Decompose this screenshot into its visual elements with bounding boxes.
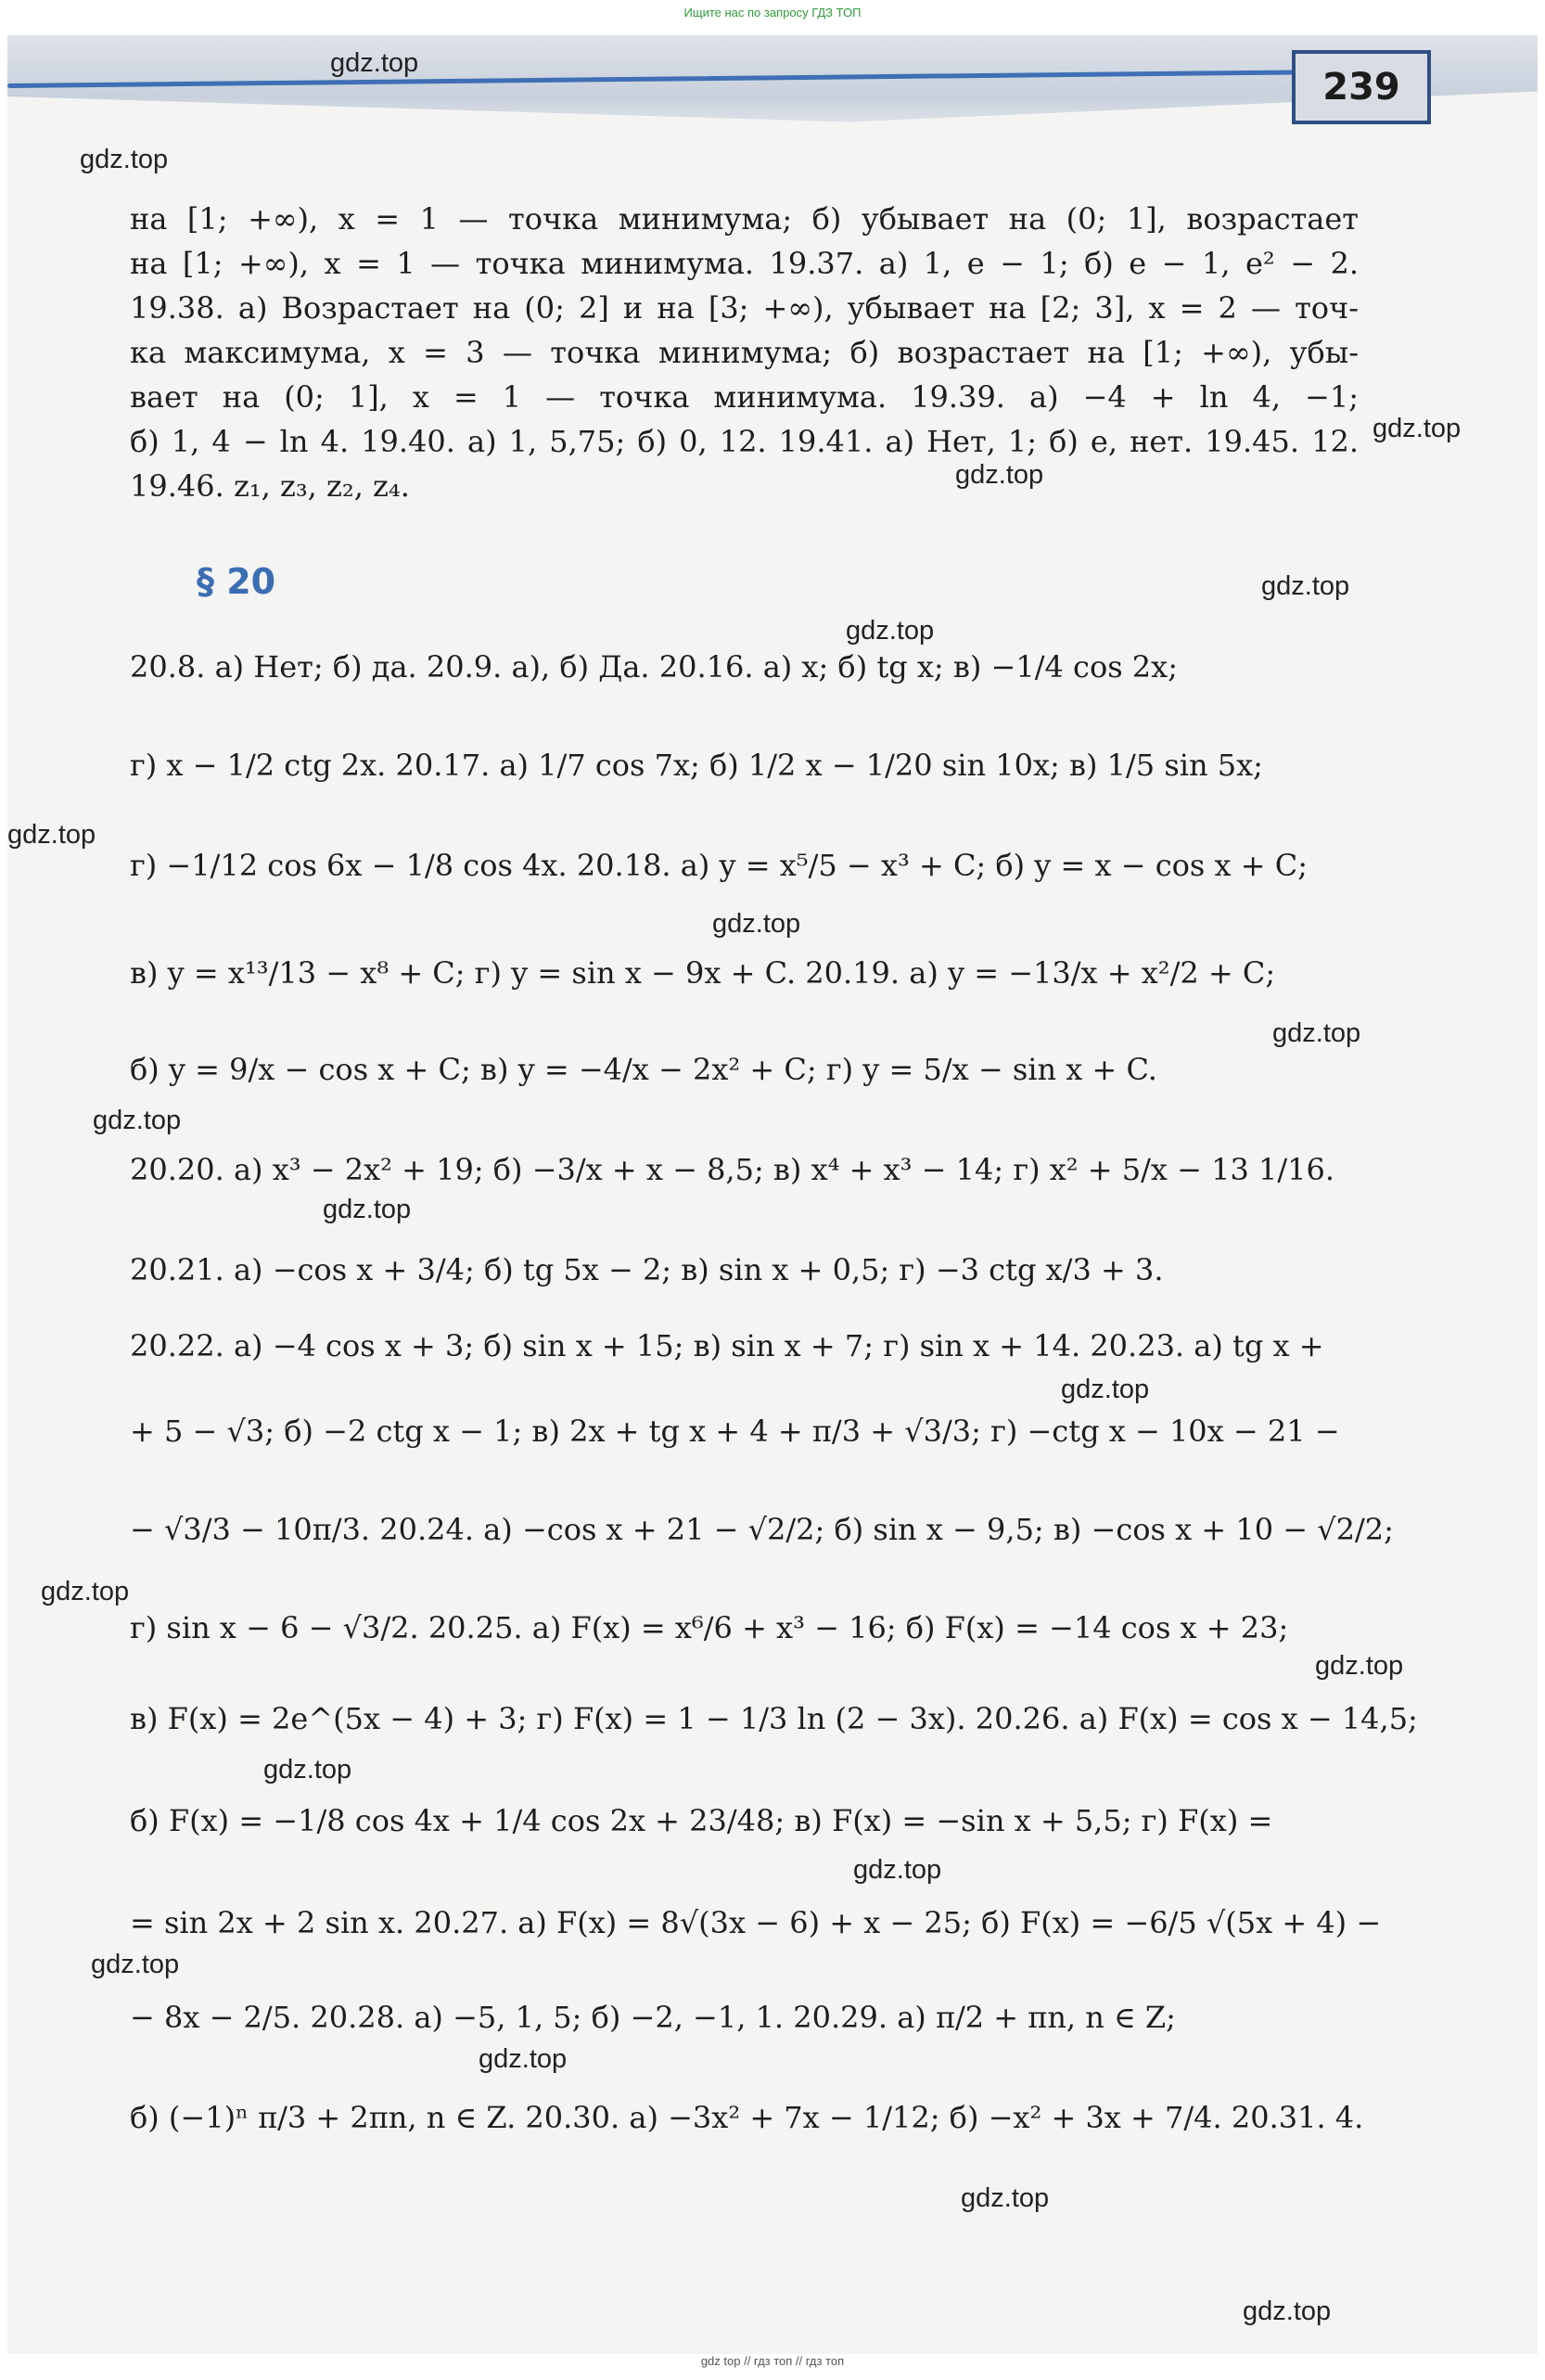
watermark: gdz.top <box>93 1106 182 1135</box>
watermark: gdz.top <box>80 145 169 174</box>
answers-19-block <box>130 197 1359 508</box>
answer-line: б) F(x) = −1/8 cos 4x + 1/4 cos 2x + 23/48; в) F(x) = −sin x + 5,5; г) F(x) = <box>130 1803 1273 1838</box>
watermark: gdz.top <box>1315 1651 1404 1681</box>
watermark: gdz.top <box>955 460 1044 490</box>
watermark: gdz.top <box>7 820 96 850</box>
footer-note: gdz top // гдз топ // гдз топ <box>700 2354 845 2368</box>
watermark: gdz.top <box>41 1577 130 1606</box>
answer-line: г) x − 1/2 ctg 2x. 20.17. а) 1/7 cos 7x; б) 1/2 x − 1/20 sin 10x; в) 1/5 sin 5x; <box>130 748 1263 783</box>
answer-line: ка максимума, x = 3 — точка минимума; б) возрастает на [1; +∞), убы- <box>130 335 1359 370</box>
answer-line: на [1; +∞), x = 1 — точка минимума; б) убывает на (0; 1], возрастает <box>130 201 1359 237</box>
answer-line: г) sin x − 6 − √3/2. 20.25. а) F(x) = x⁶/6 + x³ − 16; б) F(x) = −14 cos x + 23; <box>130 1610 1289 1645</box>
watermark: gdz.top <box>961 2183 1050 2213</box>
watermark: gdz.top <box>1261 571 1350 601</box>
watermark: gdz.top <box>479 2044 568 2074</box>
answer-line: 20.8. а) Нет; б) да. 20.9. а), б) Да. 20.16. а) x; б) tg x; в) −1/4 cos 2x; <box>130 649 1178 685</box>
watermark: gdz.top <box>1243 2297 1332 2326</box>
top-note: Ищите нас по запросу ГДЗ ТОП <box>683 6 862 19</box>
watermark: gdz.top <box>91 1950 180 1979</box>
watermark: gdz.top <box>1061 1375 1150 1404</box>
watermark: gdz.top <box>853 1855 942 1885</box>
watermark: gdz.top <box>330 48 419 78</box>
watermark: gdz.top <box>1272 1018 1361 1048</box>
answer-line: 20.20. а) x³ − 2x² + 19; б) −3/x + x − 8,5; в) x⁴ + x³ − 14; г) x² + 5/x − 13 1/16. <box>130 1152 1335 1187</box>
answer-line: + 5 − √3; б) −2 ctg x − 1; в) 2x + tg x + 4 + π/3 + √3/3; г) −ctg x − 10x − 21 − <box>130 1414 1340 1449</box>
answer-line: − √3/3 − 10π/3. 20.24. а) −cos x + 21 − √2/2; б) sin x − 9,5; в) −cos x + 10 − √2/2; <box>130 1512 1394 1547</box>
answer-line: 20.21. а) −cos x + 3/4; б) tg 5x − 2; в) sin x + 0,5; г) −3 ctg x/3 + 3. <box>130 1252 1164 1287</box>
answer-line: 19.38. а) Возрастает на (0; 2] и на [3; +∞), убывает на [2; 3], x = 2 — точ- <box>130 290 1359 326</box>
answer-line: 19.46. z₁, z₃, z₂, z₄. <box>130 468 410 504</box>
answer-line: г) −1/12 cos 6x − 1/8 cos 4x. 20.18. а) y = x⁵/5 − x³ + C; б) y = x − cos x + C; <box>130 848 1308 883</box>
answer-line: б) (−1)ⁿ π/3 + 2πn, n ∈ Z. 20.30. а) −3x² + 7x − 1/12; б) −x² + 3x + 7/4. 20.31. 4. <box>130 2100 1364 2135</box>
answer-line: 20.22. а) −4 cos x + 3; б) sin x + 15; в) sin x + 7; г) sin x + 14. 20.23. а) tg x + <box>130 1328 1324 1363</box>
page-number: 239 <box>1292 50 1431 124</box>
answer-line: вает на (0; 1], x = 1 — точка минимума. 19.39. а) −4 + ln 4, −1; <box>130 379 1359 415</box>
section-title: § 20 <box>197 561 276 602</box>
answer-line: в) y = x¹³/13 − x⁸ + C; г) y = sin x − 9x + C. 20.19. а) y = −13/x + x²/2 + C; <box>130 955 1276 991</box>
answer-line: б) y = 9/x − cos x + C; в) y = −4/x − 2x² + C; г) y = 5/x − sin x + C. <box>130 1052 1157 1087</box>
watermark: gdz.top <box>1373 414 1462 443</box>
watermark: gdz.top <box>263 1755 352 1785</box>
answer-line: в) F(x) = 2e^(5x − 4) + 3; г) F(x) = 1 − 1/3 ln (2 − 3x). 20.26. а) F(x) = cos x − 14,5; <box>130 1701 1418 1736</box>
answer-line: на [1; +∞), x = 1 — точка минимума. 19.37. а) 1, e − 1; б) e − 1, e² − 2. <box>130 246 1359 281</box>
answer-line: = sin 2x + 2 sin x. 20.27. а) F(x) = 8√(3x − 6) + x − 25; б) F(x) = −6/5 √(5x + 4) − <box>130 1905 1382 1940</box>
watermark: gdz.top <box>712 909 801 939</box>
watermark: gdz.top <box>323 1195 412 1224</box>
answer-line: б) 1, 4 − ln 4. 19.40. а) 1, 5,75; б) 0, 12. 19.41. а) Нет, 1; б) e, нет. 19.45. 12. <box>130 424 1359 459</box>
watermark: gdz.top <box>846 616 935 646</box>
answer-line: − 8x − 2/5. 20.28. а) −5, 1, 5; б) −2, −1, 1. 20.29. а) π/2 + πn, n ∈ Z; <box>130 2000 1176 2035</box>
